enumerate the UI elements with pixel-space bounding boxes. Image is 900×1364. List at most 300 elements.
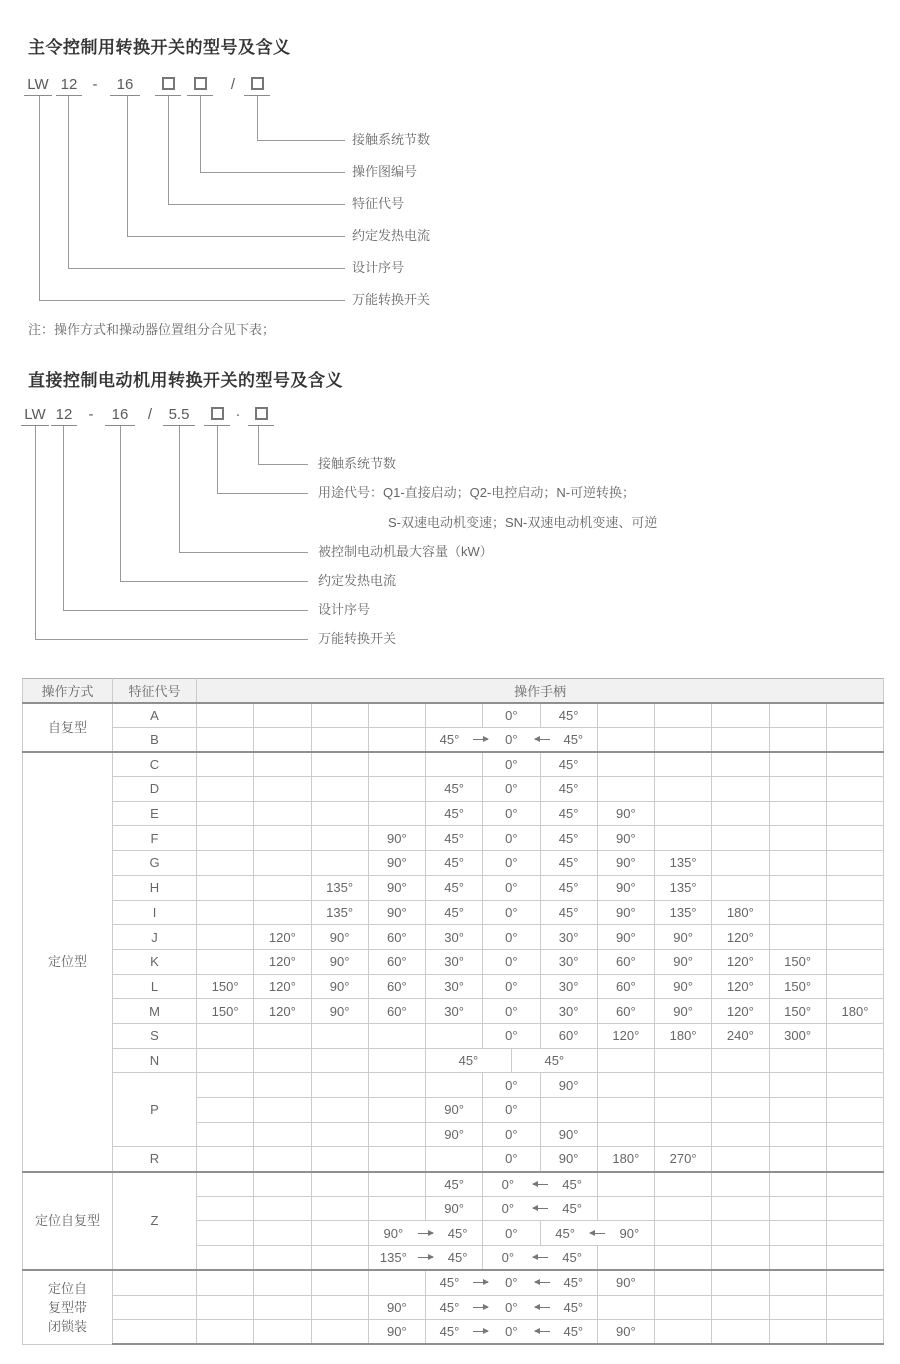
angle-cell: 90° bbox=[655, 999, 712, 1024]
model-token: 12 bbox=[56, 75, 82, 96]
angle-cell bbox=[826, 974, 883, 999]
angle-cell: 30° bbox=[426, 925, 483, 950]
feature-code-cell: J bbox=[113, 925, 197, 950]
angle-cell bbox=[254, 1098, 311, 1123]
angle-cell: 0° bbox=[483, 974, 540, 999]
angle-cell bbox=[655, 727, 712, 752]
table-row bbox=[23, 900, 884, 925]
angle-value: 45° bbox=[447, 1225, 468, 1241]
feature-code-cell: S bbox=[113, 1023, 197, 1048]
angle-cell bbox=[311, 727, 368, 752]
angle-cell bbox=[769, 1196, 826, 1221]
angle-value: 45° bbox=[447, 1250, 468, 1266]
angle-cell bbox=[597, 752, 654, 777]
angle-cell bbox=[254, 1295, 311, 1320]
angle-cell bbox=[597, 1122, 654, 1147]
angle-cell bbox=[826, 1172, 883, 1197]
angle-cell bbox=[197, 925, 254, 950]
angle-cell bbox=[368, 727, 425, 752]
angle-cell bbox=[254, 727, 311, 752]
angle-value: 90° bbox=[383, 1225, 404, 1241]
placeholder-square-icon bbox=[255, 407, 268, 420]
angle-cell bbox=[826, 949, 883, 974]
callout-label-extra: S-双速电动机变速；SN-双速电动机变速、可逆 bbox=[388, 515, 658, 530]
angle-sequence bbox=[426, 732, 597, 747]
angle-cell bbox=[254, 1073, 311, 1098]
table-row bbox=[23, 1172, 884, 1197]
angle-cell bbox=[597, 1073, 654, 1098]
angle-cell bbox=[311, 1023, 368, 1048]
model-token: 12 bbox=[51, 405, 77, 426]
model-token: 16 bbox=[110, 75, 140, 96]
angle-cell bbox=[769, 875, 826, 900]
angle-cell bbox=[826, 1122, 883, 1147]
callout-label: 接触系统节数 bbox=[352, 132, 431, 147]
angle-value: 45° bbox=[439, 731, 460, 747]
angle-cell: 120° bbox=[254, 999, 311, 1024]
angle-cell bbox=[826, 727, 883, 752]
feature-code-cell: I bbox=[113, 900, 197, 925]
angle-cell bbox=[426, 1023, 483, 1048]
feature-code-cell: K bbox=[113, 949, 197, 974]
angle-cell: 0° bbox=[483, 875, 540, 900]
angle-cell bbox=[426, 1270, 598, 1295]
operation-mode-cell: 自复型 bbox=[23, 703, 113, 752]
angle-cell bbox=[826, 1270, 883, 1295]
angle-value: 90° bbox=[619, 1225, 640, 1241]
angle-cell: 60° bbox=[597, 949, 654, 974]
angle-cell bbox=[197, 1048, 254, 1073]
angle-cell bbox=[197, 1196, 254, 1221]
angle-cell bbox=[826, 777, 883, 802]
angle-cell bbox=[426, 1295, 598, 1320]
feature-code-cell: P bbox=[113, 1073, 197, 1147]
angle-cell bbox=[311, 1270, 368, 1295]
angle-cell bbox=[197, 1147, 254, 1172]
angle-cell bbox=[368, 777, 425, 802]
angle-sequence bbox=[483, 1177, 597, 1192]
angle-cell bbox=[826, 900, 883, 925]
operation-mode-cell: 定位自复型 bbox=[23, 1172, 113, 1271]
angle-cell bbox=[655, 1098, 712, 1123]
angle-sequence bbox=[541, 1226, 655, 1241]
angle-cell: 30° bbox=[540, 974, 597, 999]
angle-cell bbox=[655, 752, 712, 777]
angle-cell: 45° bbox=[540, 851, 597, 876]
angle-cell: 150° bbox=[769, 949, 826, 974]
table-row bbox=[23, 1048, 884, 1073]
angle-cell: 120° bbox=[712, 949, 769, 974]
angle-cell: 45° bbox=[540, 826, 597, 851]
angle-cell: 90° bbox=[368, 875, 425, 900]
handle-positions-table-wrap bbox=[22, 678, 884, 1345]
angle-cell: 45° bbox=[540, 752, 597, 777]
feature-code-cell: A bbox=[113, 703, 197, 728]
angle-value: 0° bbox=[501, 1250, 515, 1266]
callout-line-vertical bbox=[257, 96, 258, 140]
arrow-left-icon bbox=[533, 1184, 548, 1185]
callout-line-vertical bbox=[168, 96, 169, 204]
angle-cell: 135° bbox=[655, 900, 712, 925]
angle-cell bbox=[655, 1295, 712, 1320]
angle-cell: 90° bbox=[311, 999, 368, 1024]
model-placeholder-box bbox=[248, 405, 274, 426]
angle-cell bbox=[597, 1098, 654, 1123]
angle-cell bbox=[712, 1196, 769, 1221]
feature-code-cell bbox=[113, 1320, 197, 1345]
table-row bbox=[23, 1320, 884, 1345]
angle-cell bbox=[197, 1172, 254, 1197]
angle-cell bbox=[769, 1073, 826, 1098]
angle-cell bbox=[826, 1073, 883, 1098]
model-token: LW bbox=[24, 75, 52, 96]
angle-cell bbox=[368, 1196, 425, 1221]
angle-cell: 45° bbox=[426, 777, 483, 802]
angle-cell bbox=[254, 1023, 311, 1048]
angle-cell: 45° bbox=[426, 851, 483, 876]
angle-cell bbox=[197, 752, 254, 777]
angle-cell bbox=[655, 777, 712, 802]
angle-cell bbox=[311, 1196, 368, 1221]
angle-cell bbox=[712, 703, 769, 728]
table-row bbox=[23, 974, 884, 999]
angle-cell: 0° bbox=[483, 999, 540, 1024]
angle-cell bbox=[254, 875, 311, 900]
angle-cell bbox=[769, 727, 826, 752]
model-placeholder-box bbox=[187, 75, 213, 96]
callout-label: 特征代号 bbox=[352, 196, 405, 211]
angle-cell bbox=[197, 1023, 254, 1048]
angle-cell: 90° bbox=[597, 925, 654, 950]
angle-cell bbox=[597, 1048, 654, 1073]
angle-cell bbox=[769, 1295, 826, 1320]
angle-cell: 60° bbox=[368, 949, 425, 974]
angle-cell bbox=[254, 1246, 311, 1271]
angle-sequence bbox=[369, 1250, 483, 1265]
angle-cell bbox=[254, 1048, 311, 1073]
angle-cell bbox=[826, 925, 883, 950]
angle-cell bbox=[311, 777, 368, 802]
angle-cell: 90° bbox=[368, 1295, 425, 1320]
angle-value: 45° bbox=[439, 1275, 460, 1291]
angle-cell bbox=[197, 875, 254, 900]
arrow-right-icon bbox=[473, 1331, 488, 1332]
callout-label: 约定发热电流 bbox=[318, 573, 397, 588]
angle-cell bbox=[311, 1147, 368, 1172]
angle-cell bbox=[769, 1048, 826, 1073]
angle-cell: 90° bbox=[540, 1122, 597, 1147]
feature-code-cell bbox=[113, 1295, 197, 1320]
angle-cell bbox=[769, 925, 826, 950]
angle-cell bbox=[712, 1246, 769, 1271]
angle-cell bbox=[712, 1147, 769, 1172]
angle-cell: 90° bbox=[368, 1320, 425, 1345]
angle-cell bbox=[483, 1246, 598, 1271]
angle-sequence bbox=[369, 1226, 483, 1241]
arrow-right-icon bbox=[473, 1282, 488, 1283]
angle-cell bbox=[712, 777, 769, 802]
angle-cell bbox=[712, 1320, 769, 1345]
angle-cell bbox=[254, 851, 311, 876]
placeholder-square-icon bbox=[162, 77, 175, 90]
col-header-operation-mode: 操作方式 bbox=[23, 679, 113, 703]
callout-line-horizontal bbox=[39, 300, 345, 301]
arrow-left-icon bbox=[590, 1233, 605, 1234]
angle-cell bbox=[368, 1172, 425, 1197]
angle-cell bbox=[197, 703, 254, 728]
callout-label: 万能转换开关 bbox=[352, 292, 431, 307]
operation-mode-cell: 定位自 复型带 闭锁装 bbox=[23, 1270, 113, 1344]
angle-cell: 150° bbox=[197, 974, 254, 999]
callout-line-horizontal bbox=[217, 493, 308, 494]
callout-line-horizontal bbox=[63, 610, 308, 611]
angle-cell bbox=[826, 1246, 883, 1271]
angle-value: 45° bbox=[562, 1250, 582, 1266]
angle-cell bbox=[197, 1320, 254, 1345]
angle-cell: 0° bbox=[483, 826, 540, 851]
angle-cell bbox=[426, 703, 483, 728]
angle-cell bbox=[254, 777, 311, 802]
angle-value: 45° bbox=[555, 1225, 575, 1241]
angle-cell: 120° bbox=[254, 949, 311, 974]
angle-cell bbox=[311, 1122, 368, 1147]
angle-cell: 150° bbox=[769, 999, 826, 1024]
angle-cell bbox=[197, 777, 254, 802]
angle-cell bbox=[311, 703, 368, 728]
feature-code-cell: Z bbox=[113, 1172, 197, 1271]
arrow-left-icon bbox=[535, 1331, 550, 1332]
angle-cell bbox=[311, 752, 368, 777]
angle-cell: 90° bbox=[426, 1196, 483, 1221]
angle-cell bbox=[254, 1122, 311, 1147]
angle-cell bbox=[197, 1221, 254, 1246]
callout-label: 约定发热电流 bbox=[352, 228, 431, 243]
angle-cell bbox=[311, 826, 368, 851]
angle-cell bbox=[712, 1073, 769, 1098]
callout-line-vertical bbox=[217, 426, 218, 493]
angle-cell bbox=[368, 1048, 425, 1073]
model-token: - bbox=[88, 406, 94, 423]
angle-cell bbox=[311, 1246, 368, 1271]
model-token: 16 bbox=[105, 405, 135, 426]
angle-cell: 135° bbox=[311, 875, 368, 900]
angle-cell: 0° bbox=[483, 851, 540, 876]
feature-code-cell: F bbox=[113, 826, 197, 851]
table-row bbox=[23, 999, 884, 1024]
angle-cell bbox=[254, 752, 311, 777]
angle-cell bbox=[597, 777, 654, 802]
angle-cell bbox=[826, 851, 883, 876]
model-token: 5.5 bbox=[163, 405, 195, 426]
model-placeholder-box bbox=[244, 75, 270, 96]
angle-cell: 0° bbox=[483, 1147, 540, 1172]
table-row bbox=[23, 1147, 884, 1172]
angle-cell bbox=[826, 1320, 883, 1345]
angle-cell bbox=[368, 1221, 483, 1246]
angle-cell bbox=[769, 703, 826, 728]
callout-line-vertical bbox=[258, 426, 259, 464]
angle-cell bbox=[712, 752, 769, 777]
callout-line-horizontal bbox=[257, 140, 345, 141]
angle-cell: 150° bbox=[197, 999, 254, 1024]
arrow-left-icon bbox=[533, 1257, 548, 1258]
angle-cell bbox=[197, 1122, 254, 1147]
angle-cell: 60° bbox=[368, 925, 425, 950]
angle-cell bbox=[254, 801, 311, 826]
angle-cell: 45° bbox=[540, 875, 597, 900]
angle-cell: 45° bbox=[540, 900, 597, 925]
angle-cell: 90° bbox=[597, 1320, 654, 1345]
angle-cell bbox=[769, 752, 826, 777]
angle-cell bbox=[655, 1196, 712, 1221]
angle-cell bbox=[769, 1147, 826, 1172]
col-header-feature-code: 特征代号 bbox=[113, 679, 197, 703]
angle-cell bbox=[826, 1098, 883, 1123]
table-row bbox=[23, 1270, 884, 1295]
callout-label: 操作图编号 bbox=[352, 164, 418, 179]
angle-cell: 45° bbox=[540, 777, 597, 802]
angle-cell bbox=[197, 727, 254, 752]
angle-cell: 90° bbox=[426, 1098, 483, 1123]
angle-sequence bbox=[483, 1201, 597, 1216]
angle-cell: 180° bbox=[655, 1023, 712, 1048]
angle-cell: 90° bbox=[597, 826, 654, 851]
angle-cell bbox=[368, 703, 425, 728]
angle-cell bbox=[597, 1295, 654, 1320]
callout-line-horizontal bbox=[179, 552, 308, 553]
angle-cell bbox=[254, 1172, 311, 1197]
angle-cell bbox=[254, 826, 311, 851]
angle-cell: 45° bbox=[511, 1048, 597, 1073]
arrow-right-icon bbox=[473, 1307, 488, 1308]
angle-value: 0° bbox=[501, 1201, 515, 1217]
angle-cell: 90° bbox=[540, 1073, 597, 1098]
angle-cell bbox=[712, 727, 769, 752]
angle-cell bbox=[368, 1023, 425, 1048]
angle-sequence bbox=[426, 1275, 597, 1290]
angle-cell bbox=[712, 1221, 769, 1246]
angle-cell bbox=[655, 1246, 712, 1271]
angle-value: 45° bbox=[563, 1324, 584, 1340]
angle-cell bbox=[311, 1221, 368, 1246]
table-row bbox=[23, 801, 884, 826]
angle-cell: 60° bbox=[368, 974, 425, 999]
angle-cell bbox=[368, 1246, 483, 1271]
angle-value: 0° bbox=[505, 1299, 518, 1315]
angle-cell: 30° bbox=[540, 949, 597, 974]
angle-sequence bbox=[426, 1324, 597, 1339]
angle-cell bbox=[826, 1196, 883, 1221]
angle-cell: 240° bbox=[712, 1023, 769, 1048]
angle-cell bbox=[769, 1221, 826, 1246]
table-row bbox=[23, 851, 884, 876]
callout-line-vertical bbox=[35, 426, 36, 639]
angle-cell bbox=[254, 1221, 311, 1246]
arrow-right-icon bbox=[418, 1257, 433, 1258]
angle-cell: 90° bbox=[368, 900, 425, 925]
angle-cell: 120° bbox=[712, 999, 769, 1024]
feature-code-cell: E bbox=[113, 801, 197, 826]
angle-cell bbox=[769, 1246, 826, 1271]
angle-cell: 45° bbox=[426, 875, 483, 900]
placeholder-square-icon bbox=[211, 407, 224, 420]
angle-cell bbox=[712, 826, 769, 851]
callout-line-vertical bbox=[120, 426, 121, 581]
angle-cell: 90° bbox=[655, 974, 712, 999]
angle-cell bbox=[426, 1073, 483, 1098]
angle-cell: 0° bbox=[483, 1122, 540, 1147]
angle-cell: 45° bbox=[426, 900, 483, 925]
angle-cell: 135° bbox=[311, 900, 368, 925]
arrow-left-icon bbox=[535, 1282, 550, 1283]
angle-cell bbox=[769, 900, 826, 925]
angle-cell: 90° bbox=[311, 974, 368, 999]
angle-cell bbox=[712, 1270, 769, 1295]
feature-code-cell: B bbox=[113, 727, 197, 752]
angle-cell: 135° bbox=[655, 875, 712, 900]
angle-cell bbox=[597, 703, 654, 728]
angle-cell bbox=[311, 1320, 368, 1345]
angle-cell bbox=[426, 1320, 598, 1345]
angle-cell: 90° bbox=[655, 949, 712, 974]
callout-label: 被控制电动机最大容量（kW） bbox=[318, 544, 493, 559]
callout-label: 设计序号 bbox=[352, 260, 405, 275]
feature-code-cell: G bbox=[113, 851, 197, 876]
model-token: LW bbox=[21, 405, 49, 426]
angle-cell bbox=[311, 1172, 368, 1197]
angle-cell bbox=[769, 1122, 826, 1147]
angle-value: 0° bbox=[505, 731, 518, 747]
angle-cell: 0° bbox=[483, 900, 540, 925]
angle-cell: 180° bbox=[597, 1147, 654, 1172]
callout-line-vertical bbox=[127, 96, 128, 236]
angle-cell: 45° bbox=[540, 801, 597, 826]
angle-cell bbox=[426, 727, 598, 752]
angle-cell bbox=[197, 801, 254, 826]
angle-cell: 0° bbox=[483, 925, 540, 950]
angle-cell: 30° bbox=[426, 949, 483, 974]
angle-cell: 90° bbox=[540, 1147, 597, 1172]
angle-cell bbox=[368, 1073, 425, 1098]
angle-cell bbox=[197, 1270, 254, 1295]
placeholder-square-icon bbox=[251, 77, 264, 90]
angle-cell: 300° bbox=[769, 1023, 826, 1048]
table-row bbox=[23, 752, 884, 777]
angle-cell: 45° bbox=[426, 826, 483, 851]
angle-cell: 30° bbox=[540, 925, 597, 950]
angle-cell: 90° bbox=[426, 1122, 483, 1147]
angle-value: 45° bbox=[562, 1201, 582, 1217]
angle-cell bbox=[655, 1048, 712, 1073]
angle-cell: 180° bbox=[712, 900, 769, 925]
angle-cell bbox=[254, 1147, 311, 1172]
feature-code-cell: R bbox=[113, 1147, 197, 1172]
angle-cell: 60° bbox=[540, 1023, 597, 1048]
angle-cell bbox=[826, 1295, 883, 1320]
angle-cell: 60° bbox=[368, 999, 425, 1024]
angle-cell: 0° bbox=[483, 777, 540, 802]
angle-cell bbox=[712, 1122, 769, 1147]
angle-cell: 0° bbox=[483, 752, 540, 777]
callout-line-vertical bbox=[39, 96, 40, 300]
angle-cell: 90° bbox=[597, 1270, 654, 1295]
angle-cell bbox=[426, 1147, 483, 1172]
callout-line-horizontal bbox=[68, 268, 345, 269]
angle-cell: 45° bbox=[426, 801, 483, 826]
callout-line-vertical bbox=[63, 426, 64, 610]
angle-cell: 120° bbox=[254, 925, 311, 950]
angle-cell bbox=[655, 1122, 712, 1147]
